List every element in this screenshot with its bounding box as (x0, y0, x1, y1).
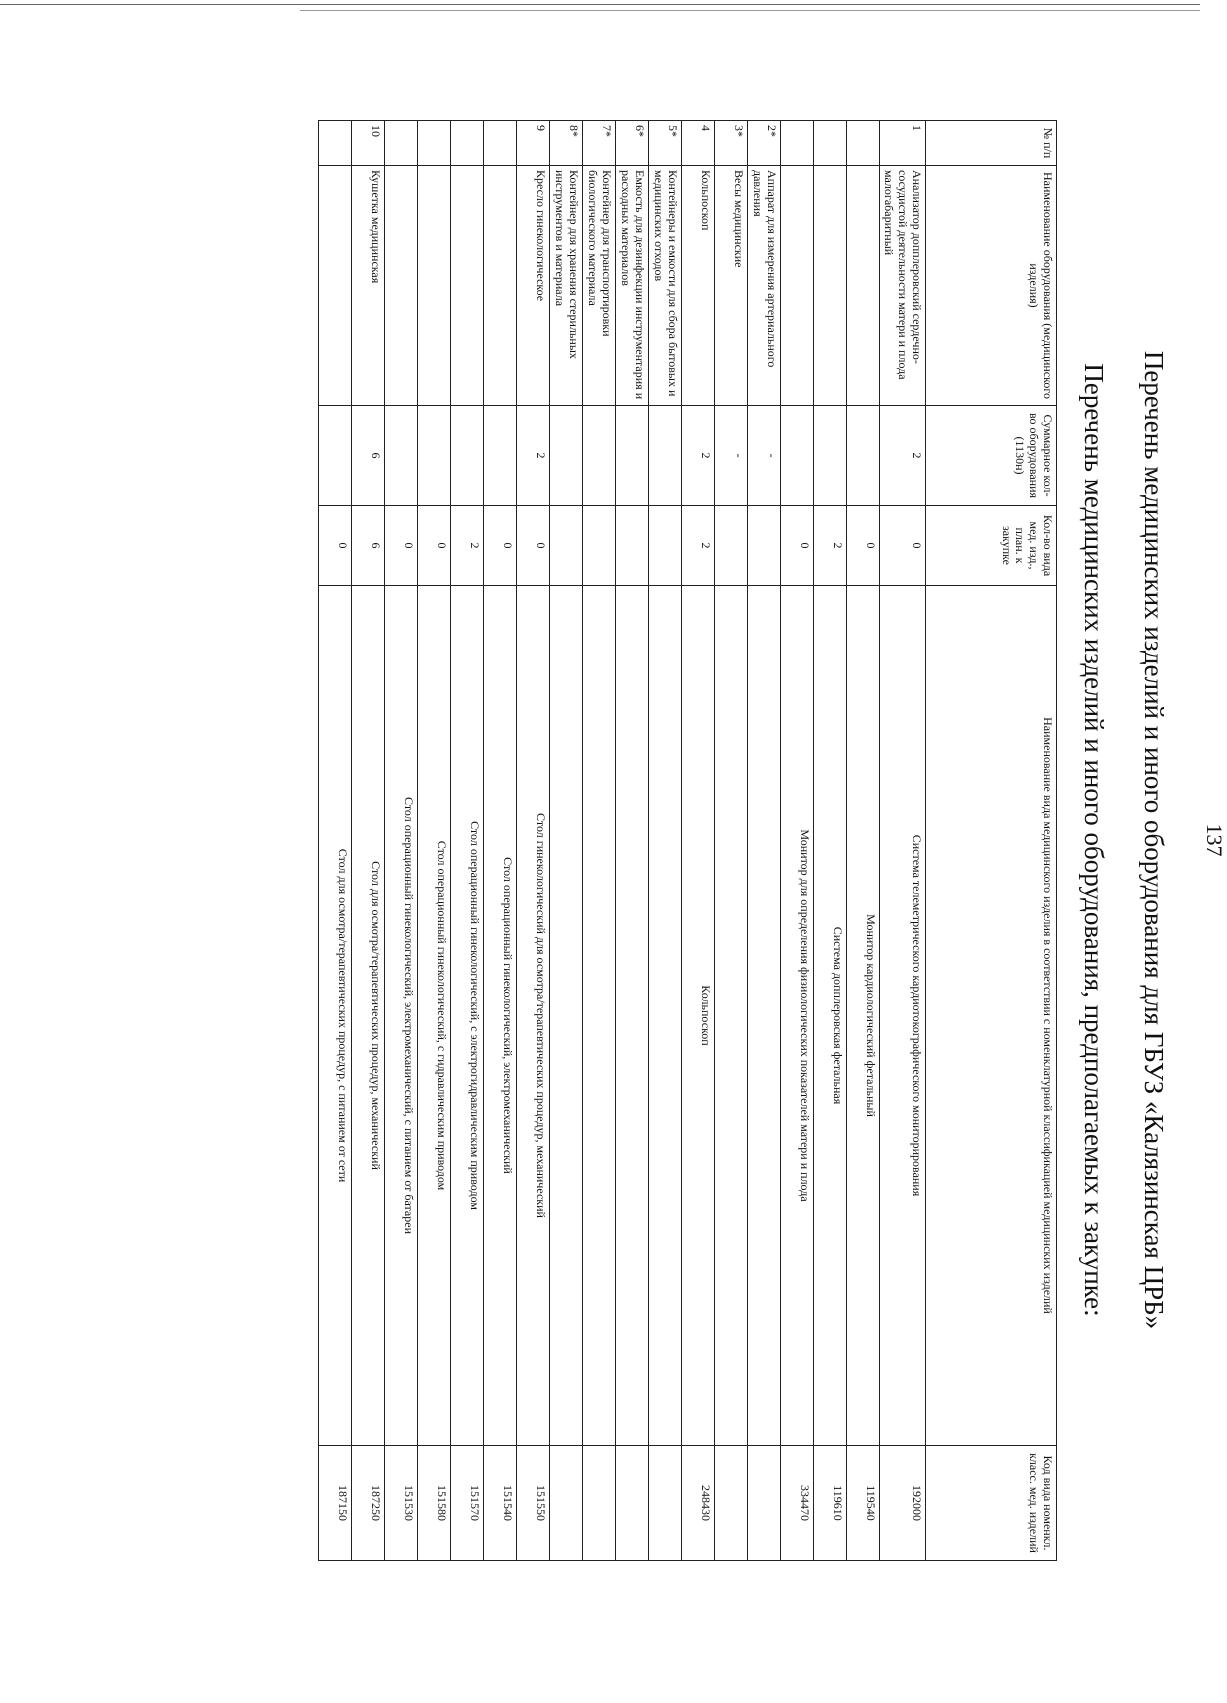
cell-code (747, 1446, 780, 1561)
header-equipment: Наименование оборудования (медицинского изделия) (926, 166, 1057, 406)
cell-equipment (483, 166, 516, 406)
table-row (417, 121, 450, 1561)
cell-code (714, 1446, 747, 1561)
cell-total: - (747, 406, 780, 506)
cell-total: - (714, 406, 747, 506)
table-header-row (926, 121, 1057, 1561)
table-row (879, 121, 925, 1561)
table-row (714, 121, 747, 1561)
cell-num (318, 121, 351, 166)
cell-type: Стол для осмотра/терапевтических процедур, механический (351, 586, 384, 1446)
cell-qty: 0 (780, 506, 813, 586)
header-total: Суммарное кол-во оборудования (1130н) (926, 406, 1057, 506)
table-row (747, 121, 780, 1561)
cell-total (846, 406, 879, 506)
cell-qty: 2 (813, 506, 846, 586)
header-type: Наименование вида медицинского изделия в соответствии с номенклатурной классификацией медицинских изделий (926, 586, 1057, 1446)
cell-code: 248430 (681, 1446, 714, 1561)
cell-equipment (384, 166, 417, 406)
cell-type (648, 586, 681, 1446)
table-row (582, 121, 615, 1561)
cell-total (648, 406, 681, 506)
cell-qty: 0 (417, 506, 450, 586)
cell-type (549, 586, 582, 1446)
cell-total: 2 (681, 406, 714, 506)
cell-total (549, 406, 582, 506)
table-row (780, 121, 813, 1561)
cell-type: Стол гинекологический для осмотра/терапевтических процедур, механический (516, 586, 549, 1446)
table-row (318, 121, 351, 1561)
cell-type: Монитор для определения физиологических показателей матери и плода (780, 586, 813, 1446)
cell-total: 6 (351, 406, 384, 506)
cell-num: 7* (582, 121, 615, 166)
cell-code: 187150 (318, 1446, 351, 1561)
cell-total (483, 406, 516, 506)
table-row (549, 121, 582, 1561)
cell-equipment (846, 166, 879, 406)
cell-equipment (450, 166, 483, 406)
cell-total (780, 406, 813, 506)
cell-qty (648, 506, 681, 586)
cell-qty: 2 (681, 506, 714, 586)
cell-code: 151540 (483, 1446, 516, 1561)
table-row (450, 121, 483, 1561)
cell-total (318, 406, 351, 506)
cell-qty: 0 (516, 506, 549, 586)
cell-qty: 0 (879, 506, 925, 586)
cell-total: 2 (879, 406, 925, 506)
cell-type: Стол операционный гинекологический, с электрогидравлическим приводом (450, 586, 483, 1446)
scan-edge-line (300, 10, 1200, 11)
table-row (813, 121, 846, 1561)
cell-equipment: Кольпоскоп (681, 166, 714, 406)
cell-num: 9 (516, 121, 549, 166)
cell-equipment: Кушетка медицинская (351, 166, 384, 406)
cell-total (450, 406, 483, 506)
cell-num: 8* (549, 121, 582, 166)
cell-qty: 2 (450, 506, 483, 586)
cell-num (384, 121, 417, 166)
cell-type: Кольпоскоп (681, 586, 714, 1446)
cell-equipment: Аппарат для измерения артериального давления (747, 166, 780, 406)
cell-code: 151550 (516, 1446, 549, 1561)
cell-code: 151530 (384, 1446, 417, 1561)
table-row (483, 121, 516, 1561)
cell-equipment (813, 166, 846, 406)
cell-type: Система допплеровская фетальная (813, 586, 846, 1446)
cell-qty (714, 506, 747, 586)
cell-code: 187250 (351, 1446, 384, 1561)
cell-total (615, 406, 648, 506)
cell-code: 334470 (780, 1446, 813, 1561)
document-title: Перечень медицинских изделий и иного оборудования для ГБУЗ «Калязинская ЦРБ» (1139, 350, 1169, 1330)
scan-edge-line (0, 4, 1200, 5)
cell-code (549, 1446, 582, 1561)
cell-num: 1 (879, 121, 925, 166)
cell-equipment (780, 166, 813, 406)
cell-qty (747, 506, 780, 586)
table-row (351, 121, 384, 1561)
cell-num (846, 121, 879, 166)
cell-type (582, 586, 615, 1446)
table-row (384, 121, 417, 1561)
cell-qty (549, 506, 582, 586)
cell-code: 119610 (813, 1446, 846, 1561)
cell-qty: 0 (846, 506, 879, 586)
cell-total: 2 (516, 406, 549, 506)
cell-equipment: Контейнер для транспортировки биологического материала (582, 166, 615, 406)
cell-code: 151570 (450, 1446, 483, 1561)
cell-qty: 0 (318, 506, 351, 586)
cell-qty: 0 (384, 506, 417, 586)
cell-num: 10 (351, 121, 384, 166)
cell-code (648, 1446, 681, 1561)
cell-num (483, 121, 516, 166)
cell-equipment: Весы медицинские (714, 166, 747, 406)
table-row (846, 121, 879, 1561)
cell-num: 6* (615, 121, 648, 166)
equipment-table (318, 120, 1057, 1561)
cell-total (582, 406, 615, 506)
cell-type: Монитор кардиологический фетальный (846, 586, 879, 1446)
cell-type (747, 586, 780, 1446)
cell-num (417, 121, 450, 166)
cell-num (813, 121, 846, 166)
table-row (615, 121, 648, 1561)
table-row (516, 121, 549, 1561)
cell-num (450, 121, 483, 166)
cell-code: 119540 (846, 1446, 879, 1561)
cell-code: 151580 (417, 1446, 450, 1561)
cell-qty (582, 506, 615, 586)
cell-type (714, 586, 747, 1446)
cell-equipment: Кресло гинекологическое (516, 166, 549, 406)
page-number: 137 (1202, 823, 1227, 857)
cell-type: Система телеметрического кардиотокографического мониторирования (879, 586, 925, 1446)
cell-equipment: Анализатор допплеровский сердечно-сосудистой деятельности матери и плода малогабаритный (879, 166, 925, 406)
cell-equipment: Контейнеры и емкости для сбора бытовых и медицинских отходов (648, 166, 681, 406)
cell-type: Стол операционный гинекологический, электромеханический, с питанием от батареи (384, 586, 417, 1446)
cell-code (615, 1446, 648, 1561)
cell-equipment (417, 166, 450, 406)
cell-num: 2* (747, 121, 780, 166)
cell-type: Стол операционный гинекологический, электромеханический (483, 586, 516, 1446)
document-subtitle: Перечень медицинских изделий и иного оборудования, предполагаемых к закупке: (1079, 363, 1109, 1317)
cell-code (582, 1446, 615, 1561)
cell-type (615, 586, 648, 1446)
cell-type: Стол операционный гинекологический, с гидравлическим приводом (417, 586, 450, 1446)
cell-num: 4 (681, 121, 714, 166)
cell-num: 5* (648, 121, 681, 166)
cell-qty: 0 (483, 506, 516, 586)
cell-equipment (318, 166, 351, 406)
cell-type: Стол для осмотра/терапевтических процедур, с питанием от сети (318, 586, 351, 1446)
header-code: Код вида номенкл. класс. мед. изделий (926, 1446, 1057, 1561)
cell-qty: 6 (351, 506, 384, 586)
cell-num (780, 121, 813, 166)
cell-code: 192000 (879, 1446, 925, 1561)
table-row (681, 121, 714, 1561)
cell-qty (615, 506, 648, 586)
table-row (648, 121, 681, 1561)
cell-equipment: Емкость для дезинфекции инструментария и расходных материалов (615, 166, 648, 406)
cell-total (384, 406, 417, 506)
header-num: № п/п (926, 121, 1057, 166)
header-qty: Кол-во вида мед. изд., план. к закупке (926, 506, 1057, 586)
rotated-page (257, 120, 1227, 1560)
cell-total (813, 406, 846, 506)
cell-equipment: Контейнер для хранения стерильных инструментов и материала (549, 166, 582, 406)
cell-total (417, 406, 450, 506)
cell-num: 3* (714, 121, 747, 166)
